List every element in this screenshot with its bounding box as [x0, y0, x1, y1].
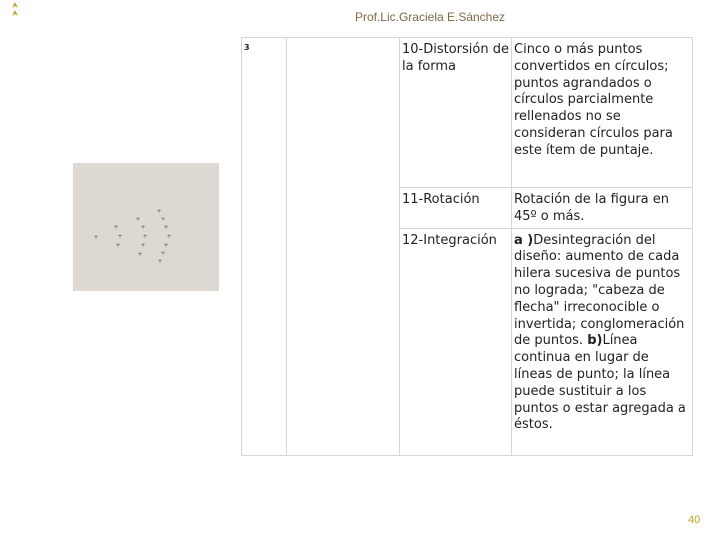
item-description [514, 231, 691, 435]
scoring-table [241, 37, 693, 456]
item-label: 12-Integración [402, 232, 497, 248]
table-row [242, 38, 693, 188]
option-b-label: b) [587, 333, 603, 349]
svg-text:+: + [157, 258, 163, 265]
svg-text:+: + [117, 233, 123, 240]
item-description: Rotación de la figura en 45º o más. [514, 192, 670, 224]
svg-text:+: + [137, 251, 143, 258]
svg-text:+: + [160, 250, 166, 257]
figure-cell [287, 38, 400, 456]
dot-pattern-figure [73, 163, 219, 291]
option-b-text: Línea continua en lugar de líneas de punto; la línea puede sustituir a los puntos o estar agregada a éstos. [514, 333, 686, 433]
svg-text:+: + [93, 234, 99, 241]
option-a-text: Desintegración del diseño: aumento de cada hilera sucesiva de puntos no lograda; "cabeza de flecha" irreconocible o invertida; conglomeración de puntos. [514, 232, 685, 349]
item-label: 10-Distorsión de la forma [402, 42, 509, 74]
item-description: Cinco o más puntos convertidos en círculos; puntos agrandados o círculos parcialmente rellenados no se consideran círculos para este ítem de puntaje. [514, 42, 673, 158]
svg-text:+: + [142, 233, 148, 240]
svg-text:+: + [113, 224, 119, 231]
page-number: 40 [688, 514, 701, 526]
svg-text:+: + [135, 216, 141, 223]
svg-text:+: + [140, 224, 146, 231]
svg-text:+: + [156, 208, 162, 215]
row-number: 3 [242, 38, 287, 456]
item-label: 11-Rotación [402, 192, 480, 207]
svg-text:+: + [115, 242, 121, 249]
svg-text:+: + [160, 216, 166, 223]
dot-pattern-drawing-icon [73, 163, 219, 291]
svg-text:+: + [163, 224, 169, 231]
svg-text:+: + [166, 233, 172, 240]
svg-text:+: + [140, 242, 146, 249]
author-header: Prof.Lic.Graciela E.Sánchez [354, 10, 506, 24]
svg-text:+: + [163, 242, 169, 249]
option-a-label: a ) [514, 232, 534, 248]
